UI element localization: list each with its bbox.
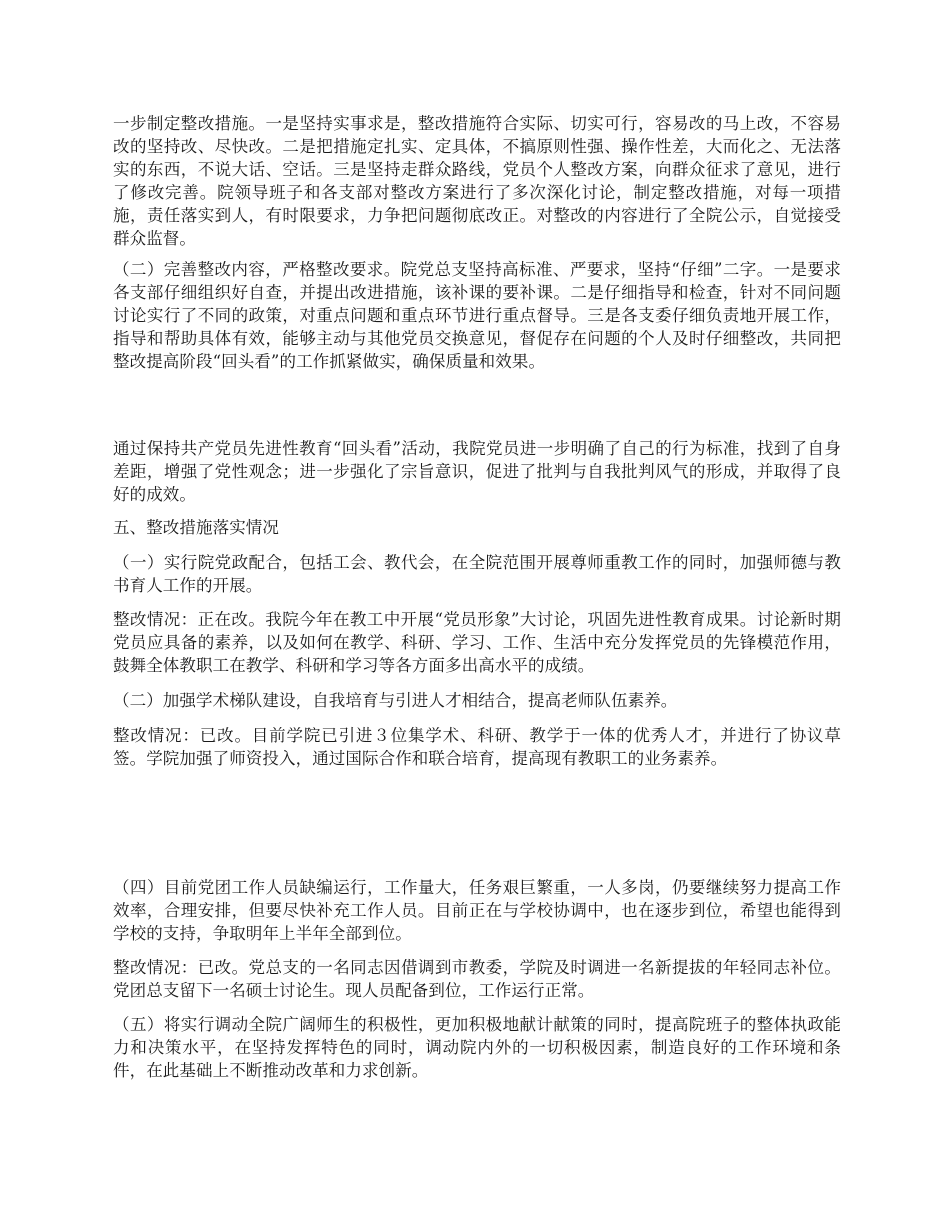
paragraph-item-5: （五）将实行调动全院广阔师生的积极性，更加积极地献计献策的同时，提高院班子的整体执政能力和决策水平，在坚持发挥特色的同时，调动院内外的一切积极因素，制造良好的工作环境和条件，在此基础上不断推动改革和力求创新。 <box>113 1015 841 1080</box>
paragraph-improve-content: （二）完善整改内容，严格整改要求。院党总支坚持高标准、严要求，坚持“仔细”二字。一是要求各支部仔细组织好自查，并提出改进措施，该补课的要补课。二是仔细指导和检查，针对不同问题讨论实行了不同的政策，对重点问题和重点环节进行重点督导。三是各支委仔细负责地开展工作，指导和帮助具体有效，能够主动与其他党员交换意见，督促存在问题的个人及时仔细整改，共同把整改提高阶段“回头看”的工作抓紧做实，确保质量和效果。 <box>113 260 841 371</box>
paragraph-item-2-status: 整改情况：已改。目前学院已引进３位集学术、科研、教学于一体的优秀人才，并进行了协议草签。学院加强了师资投入，通过国际合作和联合培育，提高现有教职工的业务素养。 <box>113 726 841 768</box>
paragraph-item-1: （一）实行院党政配合，包括工会、教代会，在全院范围开展尊师重教工作的同时，加强师德与教书育人工作的开展。 <box>113 553 841 595</box>
paragraph-activity-summary: 通过保持共产党员先进性教育“回头看”活动，我院党员进一步明确了自己的行为标准，找到了自身差距，增强了党性观念；进一步强化了宗旨意识，促进了批判与自我批判风气的形成，并取得了良好的成效。 <box>113 439 841 504</box>
paragraph-item-4: （四）目前党团工作人员缺编运行，工作量大，任务艰巨繁重，一人多岗，仍要继续努力提高工作效率，合理安排，但要尽快补充工作人员。目前正在与学校协调中，也在逐步到位，希望也能得到学校的支持，争取明年上半年全部到位。 <box>113 878 841 943</box>
paragraph-item-4-status: 整改情况：已改。党总支的一名同志因借调到市教委，学院及时调进一名新提拔的年轻同志补位。党团总支留下一名硕士讨论生。现人员配备到位，工作运行正常。 <box>113 958 841 1000</box>
paragraph-item-1-status: 整改情况：正在改。我院今年在教工中开展“党员形象”大讨论，巩固先进性教育成果。讨论新时期党员应具备的素养，以及如何在教学、科研、学习、工作、生活中充分发挥党员的先锋模范作用，鼓舞全体教职工在教学、科研和学习等各方面多出高水平的成绩。 <box>113 610 841 675</box>
paragraph-item-2: （二）加强学术梯队建设，自我培育与引进人才相结合，提高老师队伍素养。 <box>113 691 678 710</box>
section-heading: 五、整改措施落实情况 <box>113 518 279 537</box>
paragraph-rectification-measures: 一步制定整改措施。一是坚持实事求是，整改措施符合实际、切实可行，容易改的马上改，不容易改的坚持改、尽快改。二是把措施定扎实、定具体，不搞原则性强、操作性差，大而化之、无法落实的东西，不说大话、空话。三是坚持走群众路线，党员个人整改方案，向群众征求了意见，进行了修改完善。院领导班子和各支部对整改方案进行了多次深化讨论，制定整改措施，对每一项措施，责任落实到人，有时限要求，力争把问题彻底改正。对整改的内容进行了全院公示，自觉接受群众监督。 <box>113 114 841 248</box>
